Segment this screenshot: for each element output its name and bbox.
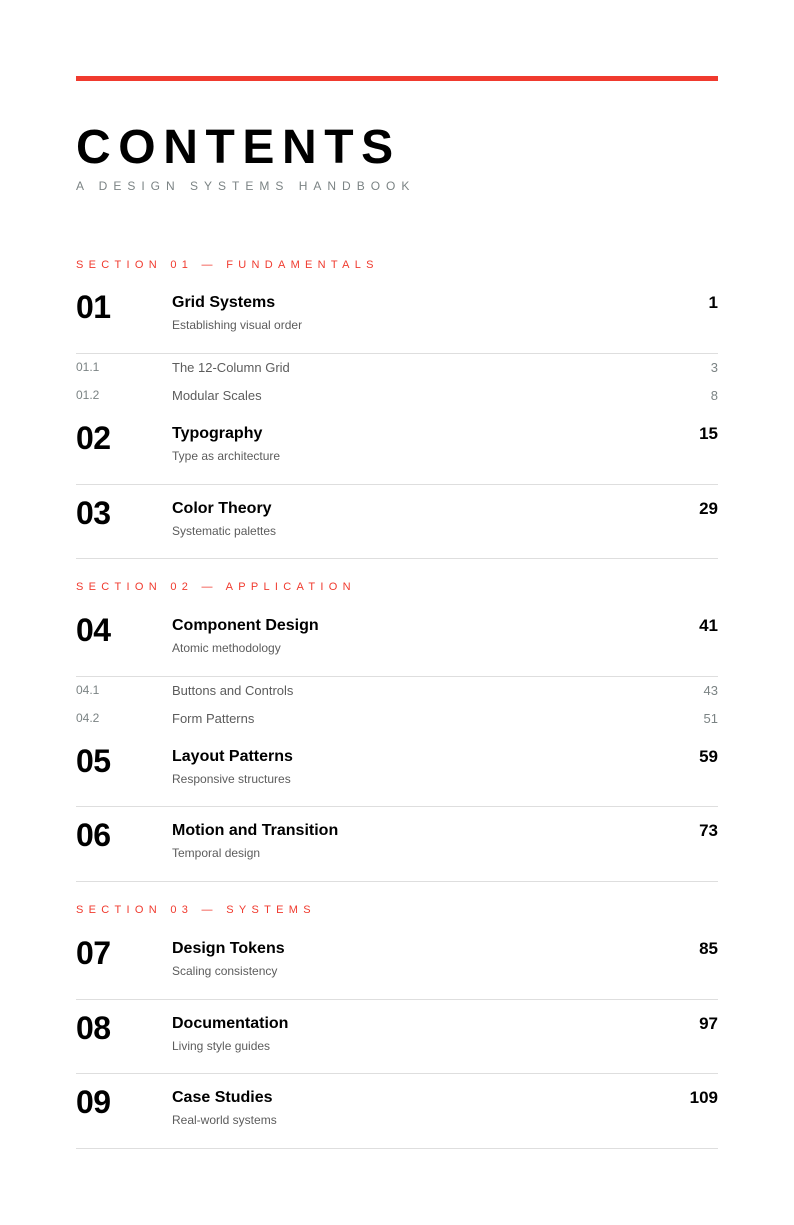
chapter-number: 01	[76, 289, 111, 325]
subitem-number: 04.2	[76, 711, 100, 725]
chapter-page-number: 29	[699, 499, 718, 518]
subitem-number: 04.1	[76, 683, 100, 697]
subitem-04-2[interactable]	[76, 710, 718, 738]
contents-page	[76, 76, 718, 194]
chapter-subtitle: Establishing visual order	[172, 318, 303, 332]
chapter-04[interactable]	[76, 613, 718, 677]
chapter-06[interactable]	[76, 818, 718, 882]
chapter-03[interactable]	[76, 496, 718, 559]
chapter-subtitle: Scaling consistency	[172, 964, 278, 978]
chapter-01[interactable]	[76, 290, 718, 354]
subitem-page-number: 8	[710, 388, 718, 403]
chapter-page-number: 85	[699, 939, 718, 958]
chapter-title[interactable]: Motion and Transition	[172, 822, 339, 839]
chapter-page-number: 59	[699, 747, 718, 766]
chapter-subtitle: Temporal design	[172, 846, 261, 860]
chapter-subtitle: Systematic palettes	[172, 524, 277, 538]
subitem-01-1[interactable]	[76, 359, 718, 387]
chapter-number: 05	[76, 743, 111, 779]
chapter-09[interactable]	[76, 1085, 718, 1149]
subitem-number: 01.2	[76, 388, 100, 402]
chapter-05[interactable]	[76, 744, 718, 807]
chapter-number: 02	[76, 420, 111, 456]
chapter-number: 08	[76, 1010, 111, 1046]
chapter-title[interactable]: Design Tokens	[172, 940, 285, 957]
subitem-page-number: 43	[703, 683, 718, 698]
subitem-title[interactable]: Form Patterns	[172, 711, 255, 726]
chapter-number: 06	[76, 817, 111, 853]
chapter-title[interactable]: Documentation	[172, 1015, 289, 1032]
subitem-number: 01.1	[76, 360, 100, 374]
chapter-subtitle: Living style guides	[172, 1039, 271, 1053]
chapter-page-number: 15	[699, 424, 718, 443]
chapter-title[interactable]: Typography	[172, 425, 263, 442]
chapter-02[interactable]	[76, 421, 718, 485]
chapter-number: 04	[76, 612, 111, 648]
chapter-subtitle: Real-world systems	[172, 1113, 277, 1127]
subitem-01-2[interactable]	[76, 387, 718, 415]
page-subtitle: A DESIGN SYSTEMS HANDBOOK	[76, 179, 416, 193]
chapter-07[interactable]	[76, 936, 718, 1000]
chapter-title[interactable]: Grid Systems	[172, 294, 276, 311]
subitem-title[interactable]: The 12-Column Grid	[172, 360, 290, 375]
chapter-page-number: 73	[699, 821, 718, 840]
chapter-title[interactable]: Component Design	[172, 617, 319, 634]
subitem-page-number: 51	[703, 711, 718, 726]
chapter-page-number: 97	[699, 1014, 718, 1033]
chapter-subtitle: Responsive structures	[172, 772, 291, 786]
chapter-title[interactable]: Case Studies	[172, 1089, 273, 1106]
subitem-04-1[interactable]	[76, 682, 718, 710]
chapter-title[interactable]: Layout Patterns	[172, 748, 293, 765]
section-label-02: SECTION 02 — APPLICATION	[76, 581, 356, 593]
chapter-08[interactable]	[76, 1011, 718, 1074]
section-label-03: SECTION 03 — SYSTEMS	[76, 904, 316, 916]
subitem-title[interactable]: Modular Scales	[172, 388, 262, 403]
chapter-page-number: 41	[699, 616, 718, 635]
chapter-number: 03	[76, 495, 111, 531]
accent-rule	[76, 76, 718, 81]
chapter-page-number: 1	[708, 293, 718, 312]
subitem-title[interactable]: Buttons and Controls	[172, 683, 294, 698]
chapter-number: 07	[76, 935, 111, 971]
section-label-01: SECTION 01 — FUNDAMENTALS	[76, 259, 379, 271]
chapter-number: 09	[76, 1084, 111, 1120]
page-title: CONTENTS	[76, 121, 401, 174]
chapter-subtitle: Type as architecture	[172, 449, 281, 463]
subitem-page-number: 3	[710, 360, 718, 375]
chapter-subtitle: Atomic methodology	[172, 641, 281, 655]
chapter-page-number: 109	[689, 1088, 718, 1107]
chapter-title[interactable]: Color Theory	[172, 500, 272, 517]
